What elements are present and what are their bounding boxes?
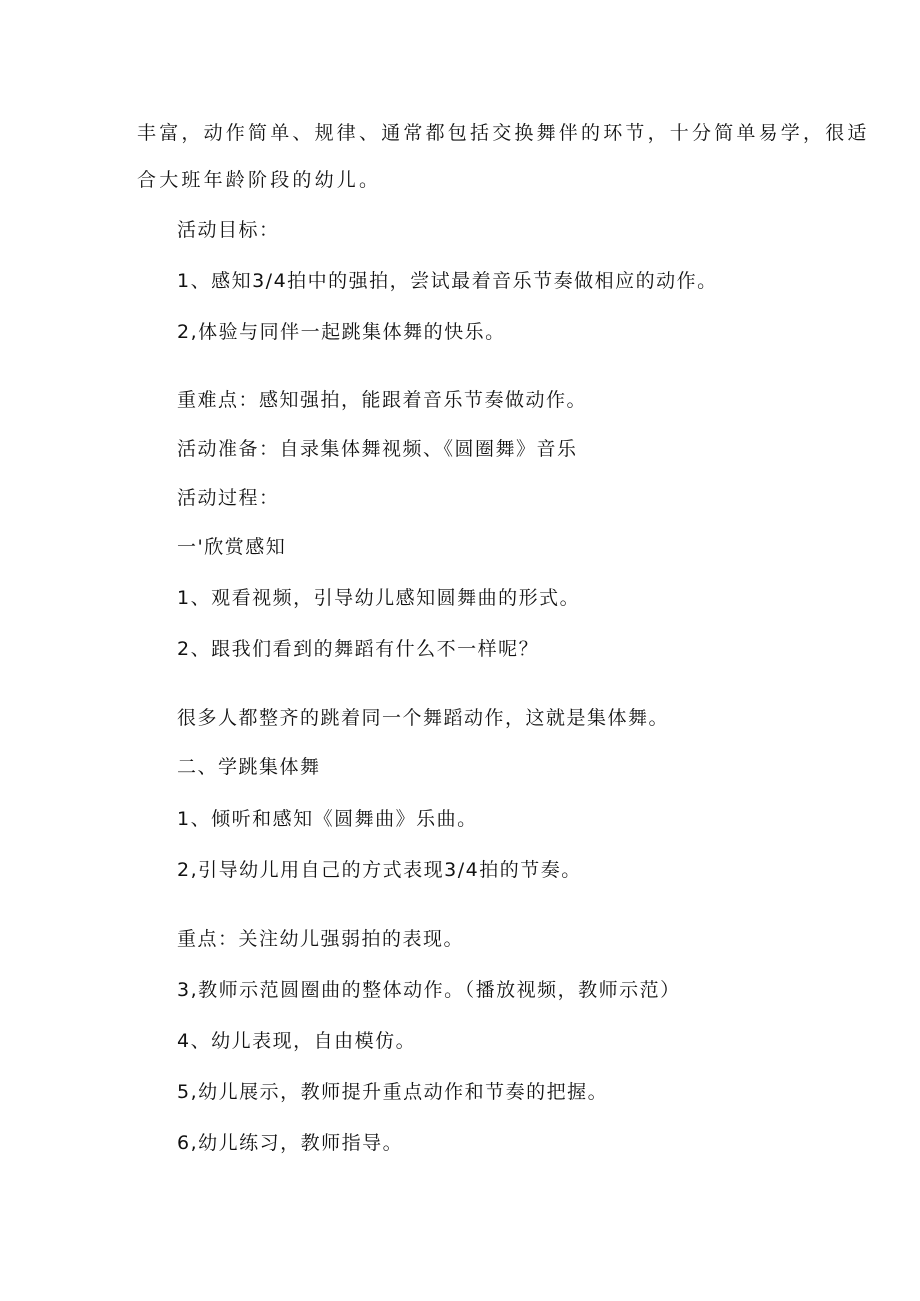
heading-activity-process: 活动过程： [177, 487, 280, 509]
section-2-item-6: 6,幼儿练习，教师指导。 [177, 1132, 404, 1154]
section-2-heading: 二、学跳集体舞 [177, 756, 321, 778]
intro-line-1: 丰富，动作简单、规律、通常都包括交换舞伴的环节，十分简单易学，很适 [137, 122, 870, 144]
section-2-item-1: 1、倾听和感知《圆舞曲》乐曲。 [177, 808, 478, 830]
activity-preparation: 活动准备：自录集体舞视频、《圆圈舞》音乐 [177, 438, 578, 460]
section-1-item-2: 2、跟我们看到的舞蹈有什么不一样呢？ [177, 638, 540, 660]
section-1-item-1: 1、观看视频，引导幼儿感知圆舞曲的形式。 [177, 587, 581, 609]
goal-item-2: 2,体验与同伴一起跳集体舞的快乐。 [177, 321, 506, 343]
section-2-item-4: 4、幼儿表现，自由模仿。 [177, 1030, 417, 1052]
goal-item-1: 1、感知3/4拍中的强拍，尝试最着音乐节奏做相应的动作。 [177, 270, 718, 292]
key-difficulty: 重难点：感知强拍，能跟着音乐节奏做动作。 [177, 389, 588, 411]
key-point: 重点：关注幼儿强弱拍的表现。 [177, 928, 465, 950]
section-1-heading: 一'欣赏感知 [177, 536, 287, 558]
section-2-item-2: 2,引导幼儿用自己的方式表现3/4拍的节奏。 [177, 859, 582, 881]
intro-line-2: 合大班年龄阶段的幼儿。 [137, 169, 382, 191]
section-2-item-5: 5,幼儿展示，教师提升重点动作和节奏的把握。 [177, 1081, 609, 1103]
section-2-item-3: 3,教师示范圆圈曲的整体动作。（播放视频，教师示范） [177, 979, 681, 1001]
heading-activity-goals: 活动目标： [177, 219, 280, 241]
section-1-answer: 很多人都整齐的跳着同一个舞蹈动作，这就是集体舞。 [177, 707, 670, 729]
